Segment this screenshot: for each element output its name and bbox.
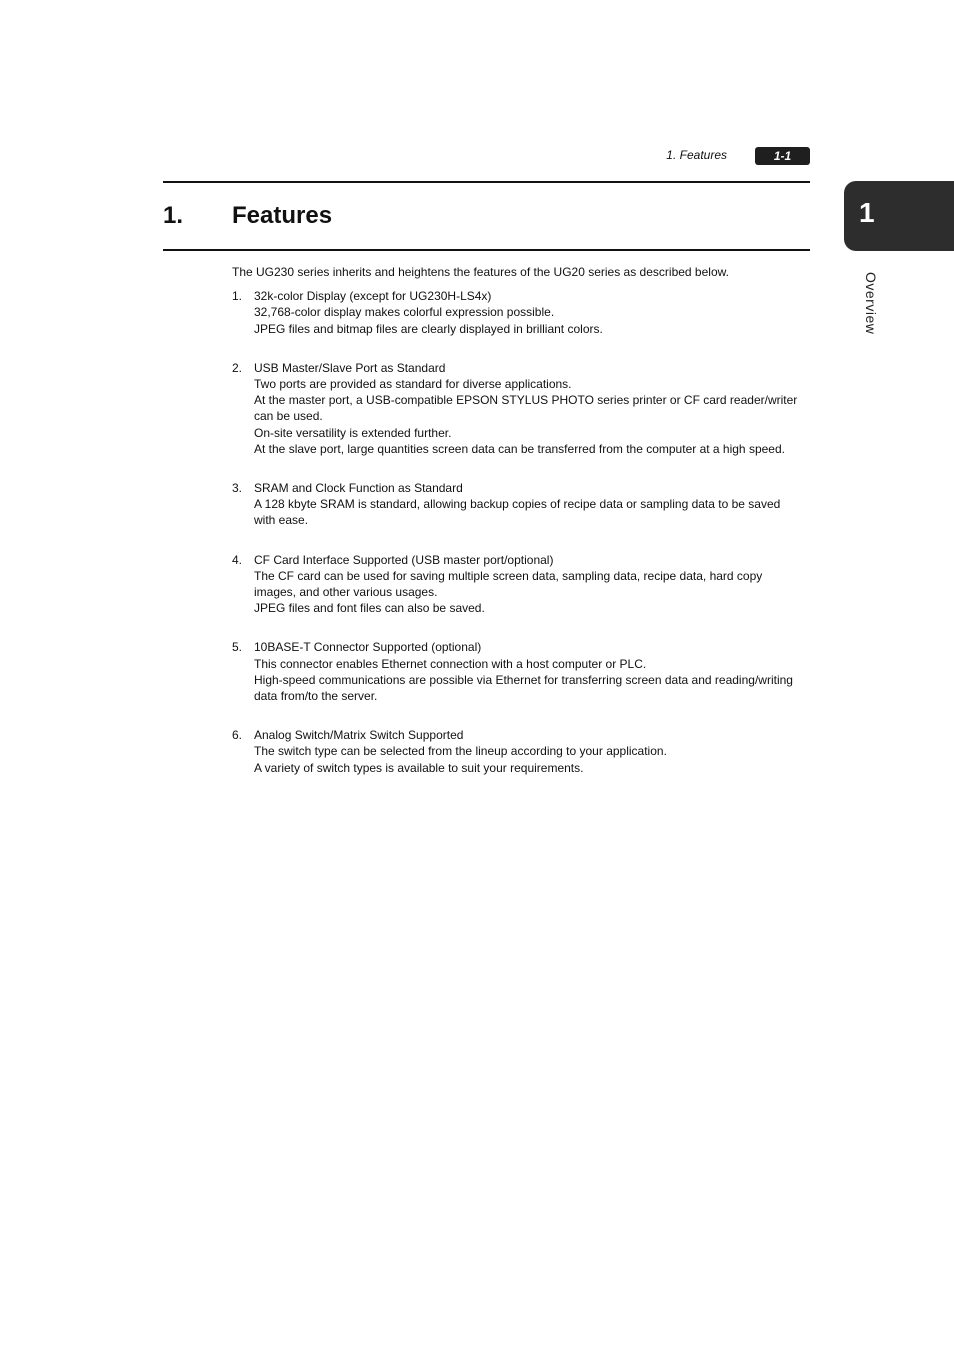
feature-description-line: The switch type can be selected from the lineup according to your application.	[254, 744, 667, 759]
chapter-tab-number: 1	[859, 197, 875, 228]
feature-description-line: This connector enables Ethernet connection with a host computer or PLC.	[254, 656, 647, 671]
feature-item	[232, 288, 802, 337]
page-content	[232, 264, 802, 799]
feature-item	[232, 480, 802, 529]
feature-item	[232, 552, 802, 617]
chapter-tab	[844, 181, 954, 251]
feature-item	[232, 360, 802, 457]
feature-description-line: On-site versatility is extended further.	[254, 425, 452, 440]
feature-description-line: Two ports are provided as standard for diverse applications.	[254, 377, 572, 392]
feature-description-line: A variety of switch types is available to suit your requirements.	[254, 760, 584, 775]
chapter-title: Features	[232, 202, 333, 229]
feature-item	[232, 727, 802, 776]
feature-number: 4.	[232, 552, 243, 567]
running-title: 1. Features	[666, 148, 727, 162]
feature-number: 1.	[232, 289, 243, 304]
feature-description-line: At the slave port, large quantities screen data can be transferred from the computer at a high speed.	[254, 441, 785, 456]
feature-description-line: JPEG files and font files can also be saved.	[254, 601, 485, 616]
section-label: Overview	[863, 272, 879, 335]
feature-description-line: 32,768-color display makes colorful expression possible.	[254, 305, 555, 320]
feature-number: 6.	[232, 728, 243, 743]
feature-title: SRAM and Clock Function as Standard	[254, 481, 463, 496]
feature-description-line: At the master port, a USB-compatible EPSON STYLUS PHOTO series printer or CF card reader/writer can be used.	[254, 393, 798, 424]
feature-title: 10BASE-T Connector Supported (optional)	[254, 640, 482, 655]
feature-description-line: JPEG files and bitmap files are clearly displayed in brilliant colors.	[254, 321, 603, 336]
feature-number: 3.	[232, 481, 243, 496]
feature-title: USB Master/Slave Port as Standard	[254, 360, 446, 375]
chapter-number: 1.	[163, 202, 184, 229]
page-number-badge: 1-1	[755, 147, 810, 165]
feature-description-line: High-speed communications are possible via Ethernet for transferring screen data and reading/writing data from/to the server.	[254, 672, 793, 704]
feature-item	[232, 639, 802, 704]
feature-title: CF Card Interface Supported (USB master port/optional)	[254, 552, 554, 567]
feature-description-line: The CF card can be used for saving multiple screen data, sampling data, recipe data, hard copy images, and other various usages.	[254, 568, 763, 600]
feature-description-line: A 128 kbyte SRAM is standard, allowing backup copies of recipe data or sampling data to be saved with ease.	[254, 497, 781, 528]
feature-list	[232, 288, 802, 776]
running-header	[600, 146, 810, 166]
top-rule	[163, 181, 810, 183]
feature-title: 32k-color Display (except for UG230H-LS4x)	[254, 289, 492, 304]
intro-text: The UG230 series inherits and heightens the features of the UG20 series as described below.	[232, 265, 729, 279]
bottom-rule	[163, 249, 810, 251]
feature-number: 5.	[232, 640, 243, 655]
feature-number: 2.	[232, 360, 243, 375]
feature-title: Analog Switch/Matrix Switch Supported	[254, 728, 464, 743]
